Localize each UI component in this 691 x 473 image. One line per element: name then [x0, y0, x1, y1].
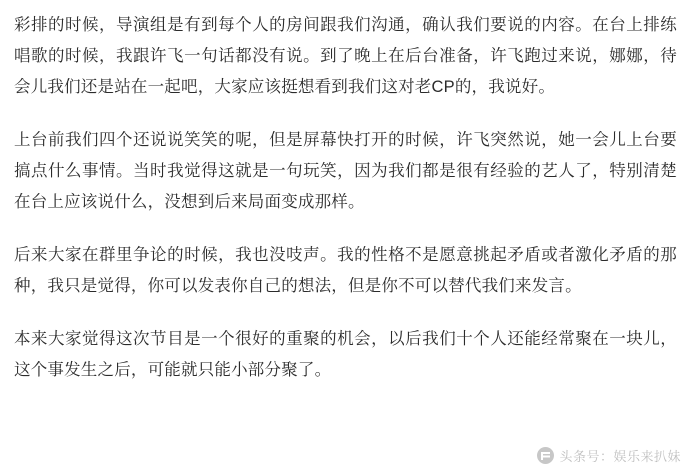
paragraph-4: 本来大家觉得这次节目是一个很好的重聚的机会，以后我们十个人还能经常聚在一块儿，这个事发生之后，可能就只能小部分聚了。 [14, 330, 677, 379]
watermark-label: 头条号：娱乐来扒妹 [559, 449, 681, 464]
paragraph-1: 彩排的时候，导演组是有到每个人的房间跟我们沟通，确认我们要说的内容。在台上排练唱歌的时候，我跟许飞一句话都没有说。到了晚上在后台准备，许飞跑过来说，娜娜，待会儿我们还是站在一起吧，大家应该挺想看到我们这对老CP的，我说好。 [14, 16, 677, 96]
watermark [537, 446, 681, 465]
paragraph-2: 上台前我们四个还说说笑笑的呢，但是屏幕快打开的时候，许飞突然说，她一会儿上台要搞点什么事情。当时我觉得这就是一句玩笑，因为我们都是很有经验的艺人了，特别清楚在台上应该说什么，没想到后来局面变成那样。 [14, 131, 677, 211]
paragraph-3: 后来大家在群里争论的时候，我也没吱声。我的性格不是愿意挑起矛盾或者激化矛盾的那种，我只是觉得，你可以发表你自己的想法，但是你不可以替代我们来发言。 [14, 246, 677, 295]
toutiao-logo-icon [537, 447, 554, 464]
